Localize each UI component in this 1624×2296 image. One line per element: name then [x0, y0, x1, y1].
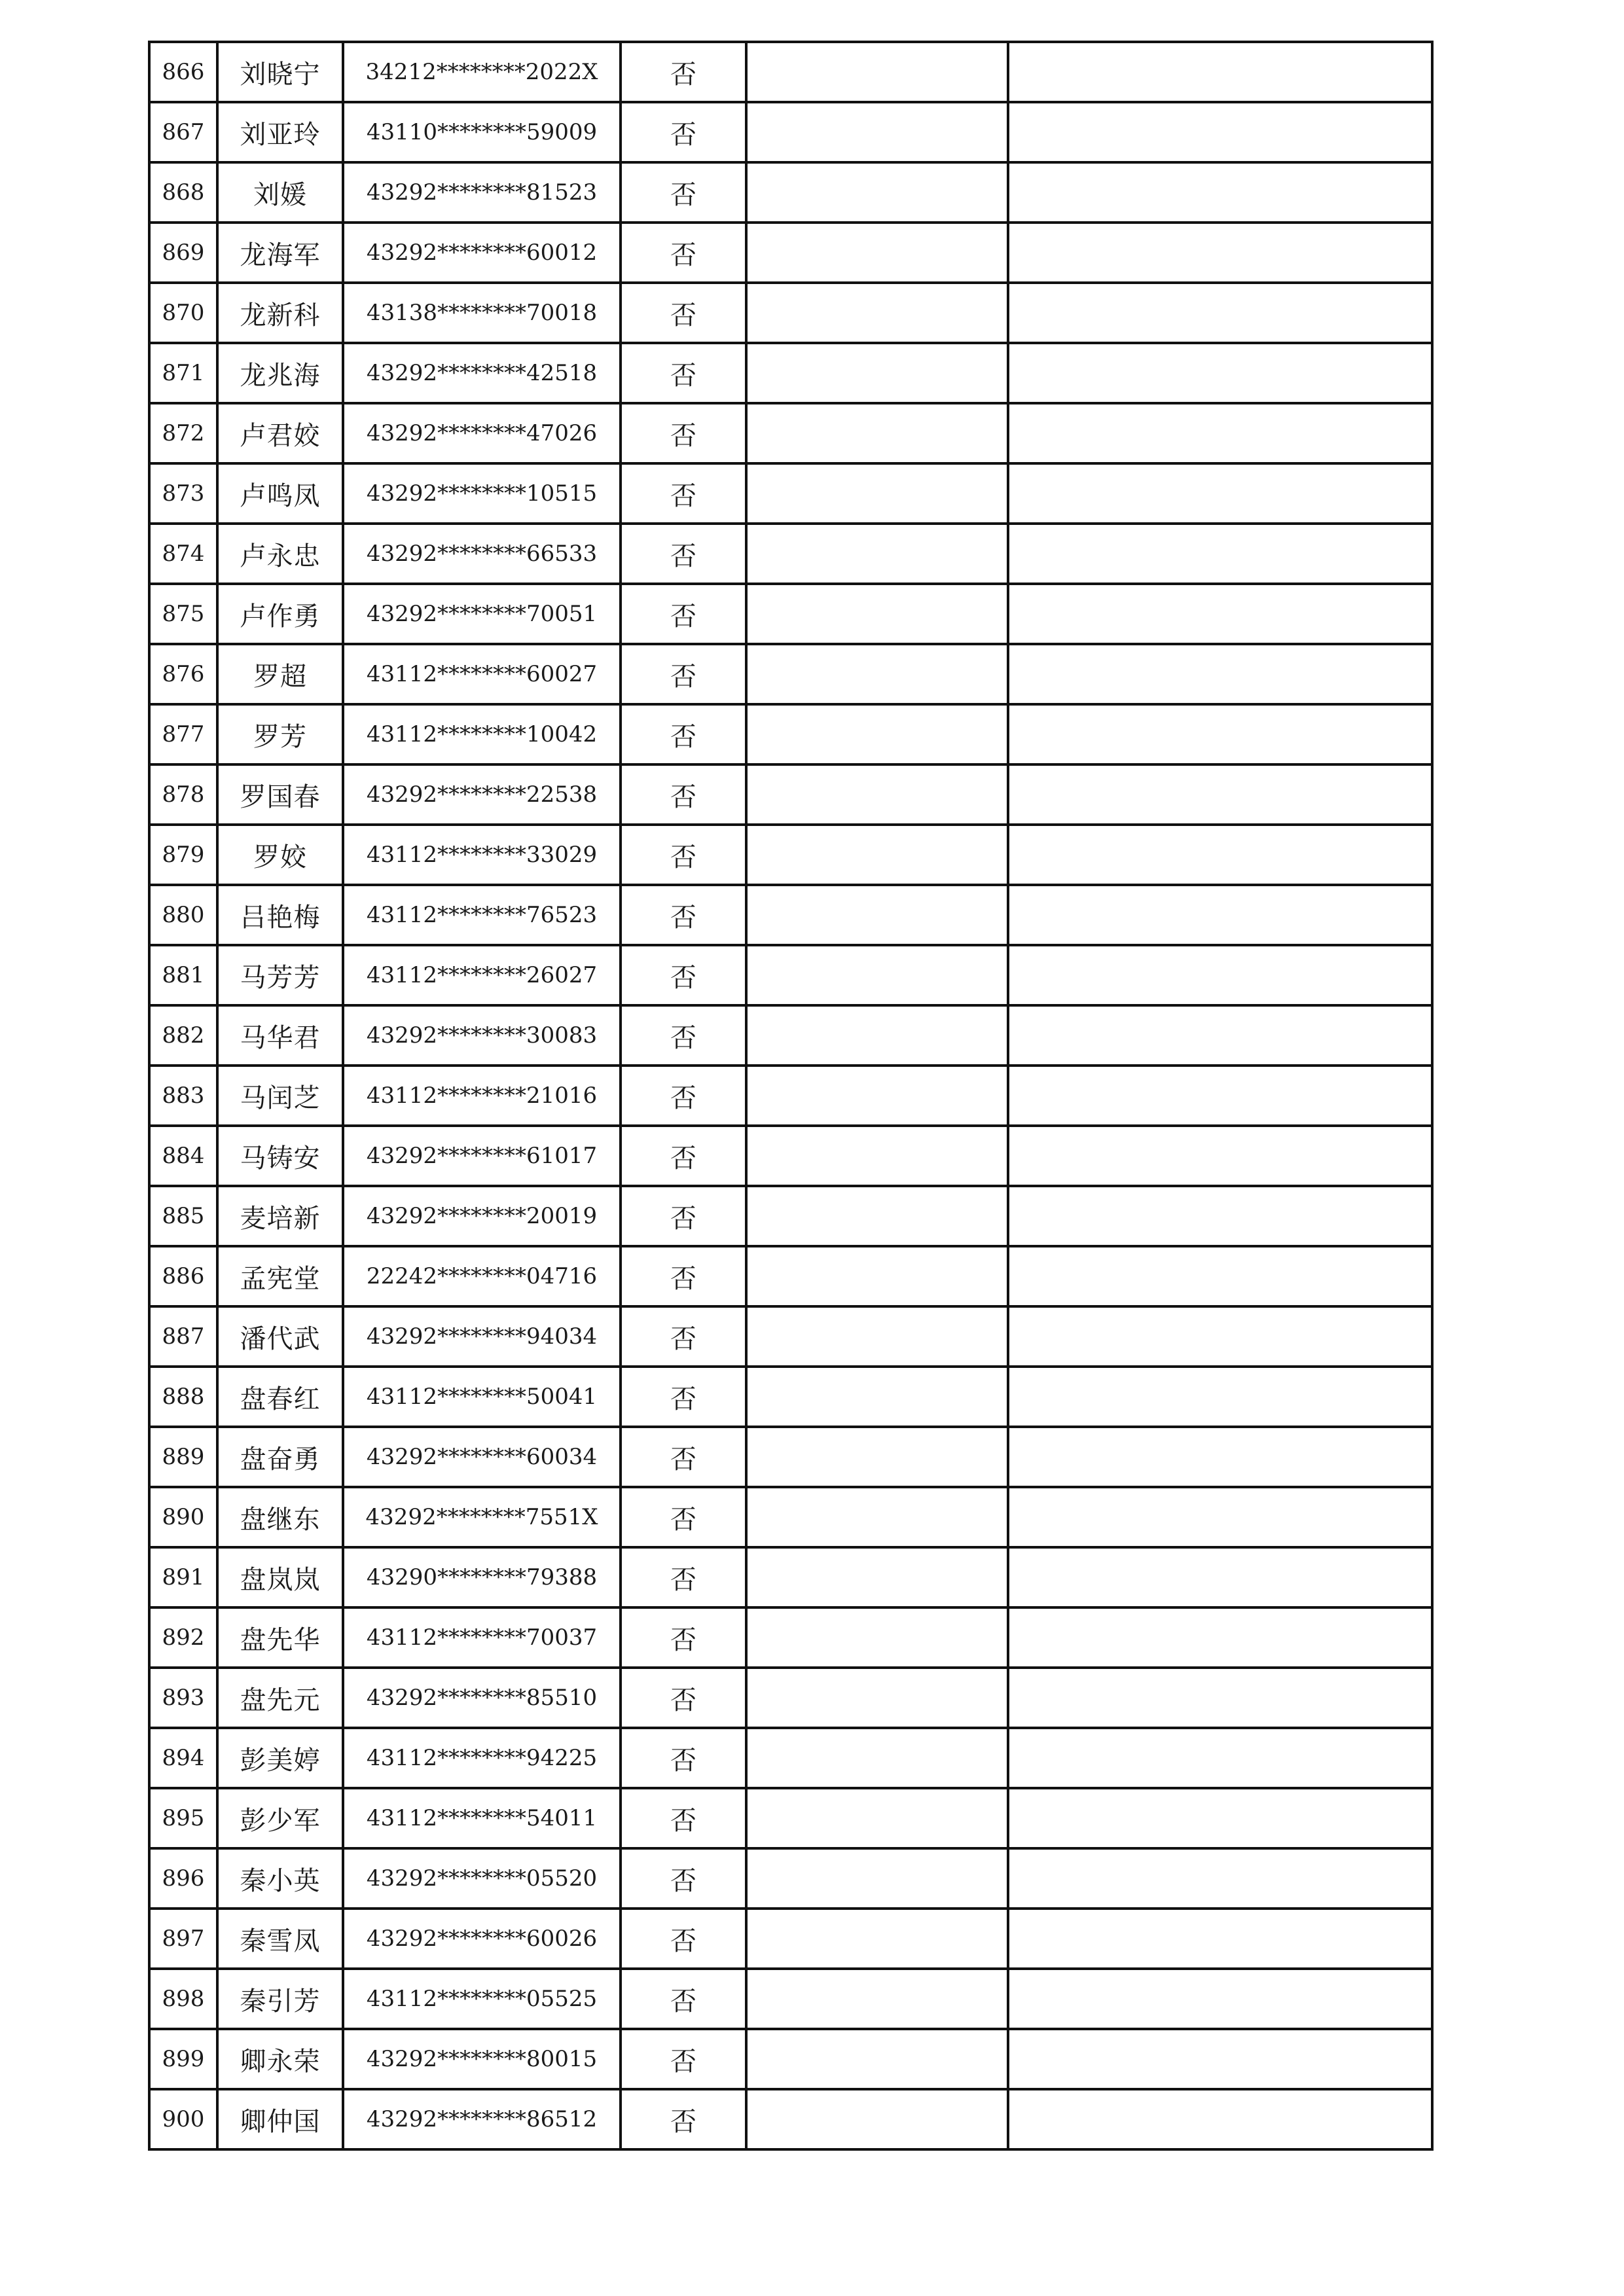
table-row — [149, 2089, 1432, 2149]
status-flag: 否 — [621, 283, 746, 343]
person-name: 盘奋勇 — [217, 1427, 343, 1487]
table-row — [149, 584, 1432, 644]
empty-cell-1 — [746, 1126, 1008, 1186]
table-row — [149, 885, 1432, 945]
empty-cell-2 — [1008, 102, 1432, 162]
person-name: 吕艳梅 — [217, 885, 343, 945]
table-row — [149, 2029, 1432, 2089]
row-number: 890 — [149, 1487, 217, 1547]
empty-cell-2 — [1008, 584, 1432, 644]
empty-cell-2 — [1008, 825, 1432, 885]
status-flag: 否 — [621, 1126, 746, 1186]
person-name: 马铸安 — [217, 1126, 343, 1186]
status-flag: 否 — [621, 1427, 746, 1487]
id-number: 43292********20019 — [343, 1186, 621, 1246]
id-number: 43292********66533 — [343, 524, 621, 584]
person-name: 盘先元 — [217, 1668, 343, 1728]
row-number: 884 — [149, 1126, 217, 1186]
empty-cell-1 — [746, 764, 1008, 825]
empty-cell-1 — [746, 42, 1008, 102]
empty-cell-1 — [746, 1246, 1008, 1306]
id-number: 43292********60034 — [343, 1427, 621, 1487]
status-flag: 否 — [621, 885, 746, 945]
empty-cell-2 — [1008, 524, 1432, 584]
id-number: 43292********47026 — [343, 403, 621, 463]
id-number: 43138********70018 — [343, 283, 621, 343]
table-row — [149, 162, 1432, 223]
empty-cell-1 — [746, 1909, 1008, 1969]
person-name: 盘先华 — [217, 1607, 343, 1668]
id-number: 43292********80015 — [343, 2029, 621, 2089]
table-row — [149, 764, 1432, 825]
person-name: 龙兆海 — [217, 343, 343, 403]
empty-cell-2 — [1008, 463, 1432, 524]
row-number: 866 — [149, 42, 217, 102]
id-number: 43292********42518 — [343, 343, 621, 403]
table-row — [149, 223, 1432, 283]
empty-cell-2 — [1008, 42, 1432, 102]
person-name: 秦引芳 — [217, 1969, 343, 2029]
empty-cell-2 — [1008, 1246, 1432, 1306]
row-number: 868 — [149, 162, 217, 223]
status-flag: 否 — [621, 945, 746, 1005]
id-number: 43112********70037 — [343, 1607, 621, 1668]
status-flag: 否 — [621, 1306, 746, 1367]
row-number: 896 — [149, 1848, 217, 1909]
empty-cell-1 — [746, 1186, 1008, 1246]
empty-cell-2 — [1008, 343, 1432, 403]
table-row — [149, 1668, 1432, 1728]
table-row — [149, 1005, 1432, 1066]
row-number: 894 — [149, 1728, 217, 1788]
empty-cell-1 — [746, 1005, 1008, 1066]
status-flag: 否 — [621, 1367, 746, 1427]
empty-cell-2 — [1008, 1186, 1432, 1246]
empty-cell-2 — [1008, 704, 1432, 764]
id-number: 43292********30083 — [343, 1005, 621, 1066]
person-name: 潘代武 — [217, 1306, 343, 1367]
row-number: 867 — [149, 102, 217, 162]
status-flag: 否 — [621, 764, 746, 825]
empty-cell-1 — [746, 1788, 1008, 1848]
empty-cell-1 — [746, 2089, 1008, 2149]
status-flag: 否 — [621, 1788, 746, 1848]
status-flag: 否 — [621, 2089, 746, 2149]
row-number: 883 — [149, 1066, 217, 1126]
table-row — [149, 463, 1432, 524]
id-number: 43292********94034 — [343, 1306, 621, 1367]
empty-cell-1 — [746, 1728, 1008, 1788]
empty-cell-2 — [1008, 644, 1432, 704]
row-number: 888 — [149, 1367, 217, 1427]
empty-cell-1 — [746, 1487, 1008, 1547]
empty-cell-1 — [746, 1848, 1008, 1909]
status-flag: 否 — [621, 162, 746, 223]
row-number: 877 — [149, 704, 217, 764]
status-flag: 否 — [621, 42, 746, 102]
empty-cell-1 — [746, 162, 1008, 223]
status-flag: 否 — [621, 102, 746, 162]
row-number: 881 — [149, 945, 217, 1005]
empty-cell-1 — [746, 2029, 1008, 2089]
status-flag: 否 — [621, 1668, 746, 1728]
person-name: 盘春红 — [217, 1367, 343, 1427]
person-name: 卿仲国 — [217, 2089, 343, 2149]
id-number: 43110********59009 — [343, 102, 621, 162]
table-row — [149, 524, 1432, 584]
id-number: 43112********54011 — [343, 1788, 621, 1848]
id-number: 43292********22538 — [343, 764, 621, 825]
table-row — [149, 1126, 1432, 1186]
table-row — [149, 1788, 1432, 1848]
table-row — [149, 1728, 1432, 1788]
person-name: 孟宪堂 — [217, 1246, 343, 1306]
row-number: 899 — [149, 2029, 217, 2089]
table-row — [149, 1487, 1432, 1547]
id-number: 43292********7551X — [343, 1487, 621, 1547]
empty-cell-2 — [1008, 1607, 1432, 1668]
empty-cell-2 — [1008, 1126, 1432, 1186]
person-name: 刘亚玲 — [217, 102, 343, 162]
id-number: 22242********04716 — [343, 1246, 621, 1306]
empty-cell-2 — [1008, 162, 1432, 223]
person-name: 秦雪凤 — [217, 1909, 343, 1969]
empty-cell-1 — [746, 403, 1008, 463]
id-number: 43290********79388 — [343, 1547, 621, 1607]
roster-table — [148, 41, 1434, 2151]
status-flag: 否 — [621, 1969, 746, 2029]
person-name: 盘继东 — [217, 1487, 343, 1547]
table-row — [149, 704, 1432, 764]
row-number: 876 — [149, 644, 217, 704]
id-number: 43292********10515 — [343, 463, 621, 524]
status-flag: 否 — [621, 524, 746, 584]
empty-cell-2 — [1008, 2089, 1432, 2149]
empty-cell-1 — [746, 524, 1008, 584]
id-number: 43112********26027 — [343, 945, 621, 1005]
status-flag: 否 — [621, 1547, 746, 1607]
empty-cell-1 — [746, 343, 1008, 403]
status-flag: 否 — [621, 644, 746, 704]
table-row — [149, 1607, 1432, 1668]
table-row — [149, 1306, 1432, 1367]
empty-cell-1 — [746, 1547, 1008, 1607]
status-flag: 否 — [621, 1487, 746, 1547]
table-row — [149, 644, 1432, 704]
person-name: 马闰芝 — [217, 1066, 343, 1126]
table-row — [149, 1848, 1432, 1909]
empty-cell-1 — [746, 644, 1008, 704]
id-number: 43112********76523 — [343, 885, 621, 945]
id-number: 43292********70051 — [343, 584, 621, 644]
row-number: 878 — [149, 764, 217, 825]
id-number: 43292********85510 — [343, 1668, 621, 1728]
person-name: 秦小英 — [217, 1848, 343, 1909]
empty-cell-1 — [746, 584, 1008, 644]
status-flag: 否 — [621, 343, 746, 403]
table-row — [149, 42, 1432, 102]
id-number: 43292********05520 — [343, 1848, 621, 1909]
person-name: 卢鸣凤 — [217, 463, 343, 524]
empty-cell-2 — [1008, 1487, 1432, 1547]
row-number: 871 — [149, 343, 217, 403]
row-number: 893 — [149, 1668, 217, 1728]
id-number: 43292********60012 — [343, 223, 621, 283]
row-number: 885 — [149, 1186, 217, 1246]
person-name: 彭美婷 — [217, 1728, 343, 1788]
empty-cell-2 — [1008, 1668, 1432, 1728]
empty-cell-1 — [746, 102, 1008, 162]
table-row — [149, 1066, 1432, 1126]
roster-body — [149, 42, 1432, 2149]
empty-cell-1 — [746, 1427, 1008, 1487]
person-name: 罗国春 — [217, 764, 343, 825]
person-name: 卿永荣 — [217, 2029, 343, 2089]
id-number: 43292********81523 — [343, 162, 621, 223]
row-number: 900 — [149, 2089, 217, 2149]
person-name: 卢永忠 — [217, 524, 343, 584]
empty-cell-2 — [1008, 764, 1432, 825]
empty-cell-1 — [746, 1607, 1008, 1668]
row-number: 869 — [149, 223, 217, 283]
id-number: 34212********2022X — [343, 42, 621, 102]
empty-cell-2 — [1008, 1306, 1432, 1367]
table-row — [149, 1427, 1432, 1487]
empty-cell-2 — [1008, 1005, 1432, 1066]
person-name: 马芳芳 — [217, 945, 343, 1005]
empty-cell-2 — [1008, 1728, 1432, 1788]
empty-cell-2 — [1008, 223, 1432, 283]
empty-cell-2 — [1008, 283, 1432, 343]
row-number: 897 — [149, 1909, 217, 1969]
id-number: 43112********50041 — [343, 1367, 621, 1427]
person-name: 卢作勇 — [217, 584, 343, 644]
status-flag: 否 — [621, 403, 746, 463]
row-number: 875 — [149, 584, 217, 644]
empty-cell-1 — [746, 1668, 1008, 1728]
person-name: 刘晓宁 — [217, 42, 343, 102]
empty-cell-2 — [1008, 1788, 1432, 1848]
empty-cell-2 — [1008, 1547, 1432, 1607]
table-row — [149, 343, 1432, 403]
status-flag: 否 — [621, 1909, 746, 1969]
row-number: 880 — [149, 885, 217, 945]
empty-cell-2 — [1008, 1367, 1432, 1427]
row-number: 873 — [149, 463, 217, 524]
id-number: 43112********94225 — [343, 1728, 621, 1788]
empty-cell-1 — [746, 223, 1008, 283]
row-number: 889 — [149, 1427, 217, 1487]
status-flag: 否 — [621, 1848, 746, 1909]
empty-cell-2 — [1008, 1848, 1432, 1909]
row-number: 898 — [149, 1969, 217, 2029]
person-name: 卢君姣 — [217, 403, 343, 463]
status-flag: 否 — [621, 1005, 746, 1066]
person-name: 彭少军 — [217, 1788, 343, 1848]
table-row — [149, 1909, 1432, 1969]
row-number: 887 — [149, 1306, 217, 1367]
table-row — [149, 102, 1432, 162]
person-name: 罗姣 — [217, 825, 343, 885]
empty-cell-1 — [746, 945, 1008, 1005]
status-flag: 否 — [621, 463, 746, 524]
row-number: 882 — [149, 1005, 217, 1066]
empty-cell-1 — [746, 704, 1008, 764]
empty-cell-2 — [1008, 1066, 1432, 1126]
id-number: 43112********60027 — [343, 644, 621, 704]
empty-cell-2 — [1008, 1909, 1432, 1969]
empty-cell-1 — [746, 885, 1008, 945]
table-row — [149, 1547, 1432, 1607]
id-number: 43292********61017 — [343, 1126, 621, 1186]
row-number: 870 — [149, 283, 217, 343]
table-row — [149, 1186, 1432, 1246]
empty-cell-1 — [746, 1969, 1008, 2029]
id-number: 43112********10042 — [343, 704, 621, 764]
empty-cell-1 — [746, 825, 1008, 885]
row-number: 891 — [149, 1547, 217, 1607]
person-name: 龙新科 — [217, 283, 343, 343]
status-flag: 否 — [621, 1246, 746, 1306]
status-flag: 否 — [621, 584, 746, 644]
row-number: 895 — [149, 1788, 217, 1848]
id-number: 43292********60026 — [343, 1909, 621, 1969]
status-flag: 否 — [621, 825, 746, 885]
empty-cell-2 — [1008, 403, 1432, 463]
empty-cell-1 — [746, 1066, 1008, 1126]
person-name: 盘岚岚 — [217, 1547, 343, 1607]
row-number: 886 — [149, 1246, 217, 1306]
table-row — [149, 403, 1432, 463]
person-name: 麦培新 — [217, 1186, 343, 1246]
id-number: 43112********33029 — [343, 825, 621, 885]
empty-cell-1 — [746, 1367, 1008, 1427]
empty-cell-2 — [1008, 1969, 1432, 2029]
status-flag: 否 — [621, 1607, 746, 1668]
status-flag: 否 — [621, 2029, 746, 2089]
id-number: 43112********21016 — [343, 1066, 621, 1126]
person-name: 龙海军 — [217, 223, 343, 283]
table-row — [149, 1246, 1432, 1306]
empty-cell-2 — [1008, 885, 1432, 945]
empty-cell-2 — [1008, 2029, 1432, 2089]
row-number: 892 — [149, 1607, 217, 1668]
empty-cell-1 — [746, 463, 1008, 524]
empty-cell-2 — [1008, 945, 1432, 1005]
table-row — [149, 825, 1432, 885]
empty-cell-2 — [1008, 1427, 1432, 1487]
table-row — [149, 1367, 1432, 1427]
row-number: 872 — [149, 403, 217, 463]
person-name: 罗芳 — [217, 704, 343, 764]
table-row — [149, 1969, 1432, 2029]
person-name: 马华君 — [217, 1005, 343, 1066]
status-flag: 否 — [621, 704, 746, 764]
table-row — [149, 945, 1432, 1005]
person-name: 刘媛 — [217, 162, 343, 223]
status-flag: 否 — [621, 1186, 746, 1246]
status-flag: 否 — [621, 1066, 746, 1126]
person-name: 罗超 — [217, 644, 343, 704]
id-number: 43292********86512 — [343, 2089, 621, 2149]
empty-cell-1 — [746, 1306, 1008, 1367]
row-number: 879 — [149, 825, 217, 885]
status-flag: 否 — [621, 1728, 746, 1788]
row-number: 874 — [149, 524, 217, 584]
empty-cell-1 — [746, 283, 1008, 343]
status-flag: 否 — [621, 223, 746, 283]
table-row — [149, 283, 1432, 343]
id-number: 43112********05525 — [343, 1969, 621, 2029]
